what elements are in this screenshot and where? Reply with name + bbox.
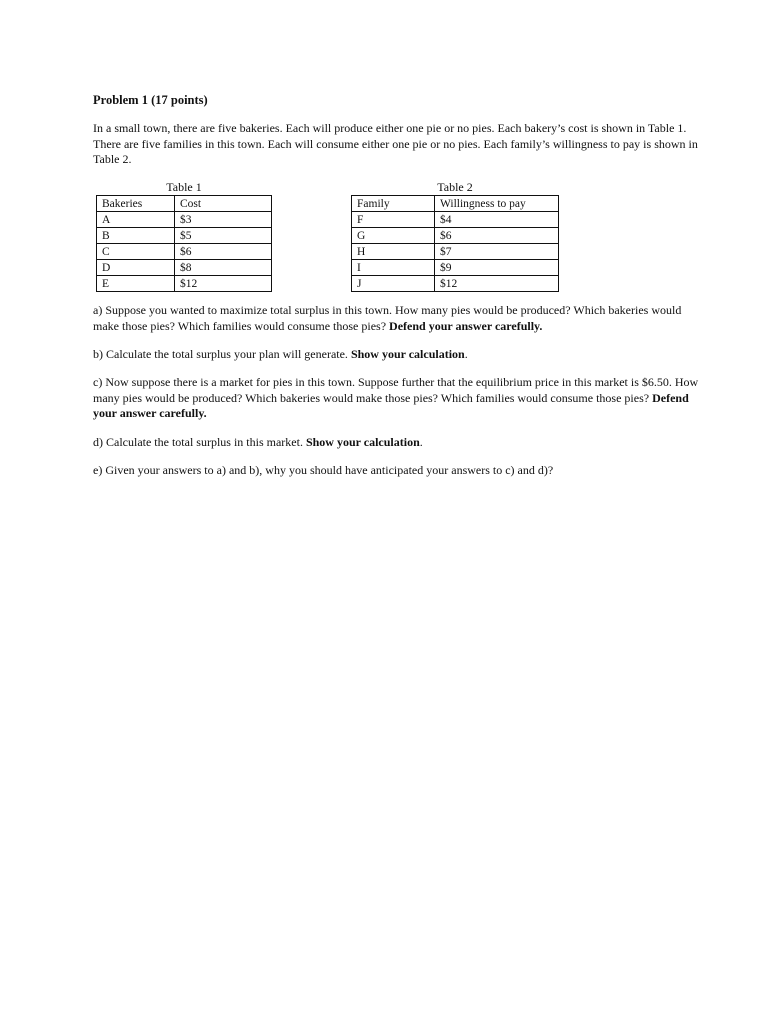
table-cell: $9 [435,260,559,276]
table-header-cell: Cost [175,196,272,212]
table-row [97,260,272,276]
table-row [352,260,559,276]
table-cell: $3 [175,212,272,228]
table-cell: $6 [435,228,559,244]
problem-heading: Problem 1 (17 points) [93,93,208,107]
question-c-emphasis: Defend your answer carefully. [93,390,689,420]
table-row [352,212,559,228]
table-1-grid [96,195,272,292]
table-row [97,212,272,228]
question-e-text: e) Given your answers to a) and b), why you should have anticipated your answers to c) and d)? [93,463,554,477]
table-1-caption: Table 1 [166,180,202,194]
intro-paragraph: In a small town, there are five bakeries. Each will produce either one pie or no pies. Each bakery’s cost is shown in Table 1. There are five families in this town. Each will consume either one pie or no pies. Each family’s willingness to pay is shown in Table 2. [93,121,698,166]
table-row [352,196,559,212]
table-header-cell: Family [352,196,435,212]
table-2-caption: Table 2 [437,180,473,194]
question-d-text: d) Calculate the total surplus in this market. [93,435,306,449]
table-cell: $6 [175,244,272,260]
question-b-tail: . [464,347,468,361]
question-b-emphasis: Show your calculation [350,347,465,361]
table-cell: J [352,276,435,292]
table-row [352,244,559,260]
table-row [352,228,559,244]
question-c [93,375,703,422]
table-cell: $4 [435,212,559,228]
table-row [97,276,272,292]
table-cell: I [352,260,435,276]
table-cell: F [352,212,435,228]
table-cell: D [97,260,175,276]
question-c-text: c) Now suppose there is a market for pies in this town. Suppose further that the equilibrium price in this market is $6.50. How many pies would be produced? Which bakeries would make those pies? Which families would consume those pies? [93,375,699,405]
table-header-cell: Willingness to pay [435,196,559,212]
question-e [93,463,703,479]
table-row [97,244,272,260]
question-b-text: b) Calculate the total surplus your plan will generate. [93,347,351,361]
table-cell: G [352,228,435,244]
table-cell: A [97,212,175,228]
question-d-tail: . [419,435,423,449]
table-header-cell: Bakeries [97,196,175,212]
table-cell: B [97,228,175,244]
question-a-emphasis: Defend your answer carefully. [389,318,543,333]
table-row [352,276,559,292]
question-a-text: a) Suppose you wanted to maximize total surplus in this town. How many pies would be produced? Which bakeries would make those pies? Which families would consume those pies? [93,303,682,333]
question-a [93,303,703,334]
table-cell: E [97,276,175,292]
table-cell: $5 [175,228,272,244]
table-cell: $8 [175,260,272,276]
table-1 [96,180,272,292]
table-cell: H [352,244,435,260]
table-2 [351,180,559,292]
table-cell: C [97,244,175,260]
table-row [97,196,272,212]
question-b [93,347,703,363]
table-row [97,228,272,244]
table-cell: $12 [175,276,272,292]
question-d [93,435,703,451]
question-d-emphasis: Show your calculation [305,435,420,449]
table-cell: $7 [435,244,559,260]
table-2-grid [351,195,559,292]
table-cell: $12 [435,276,559,292]
